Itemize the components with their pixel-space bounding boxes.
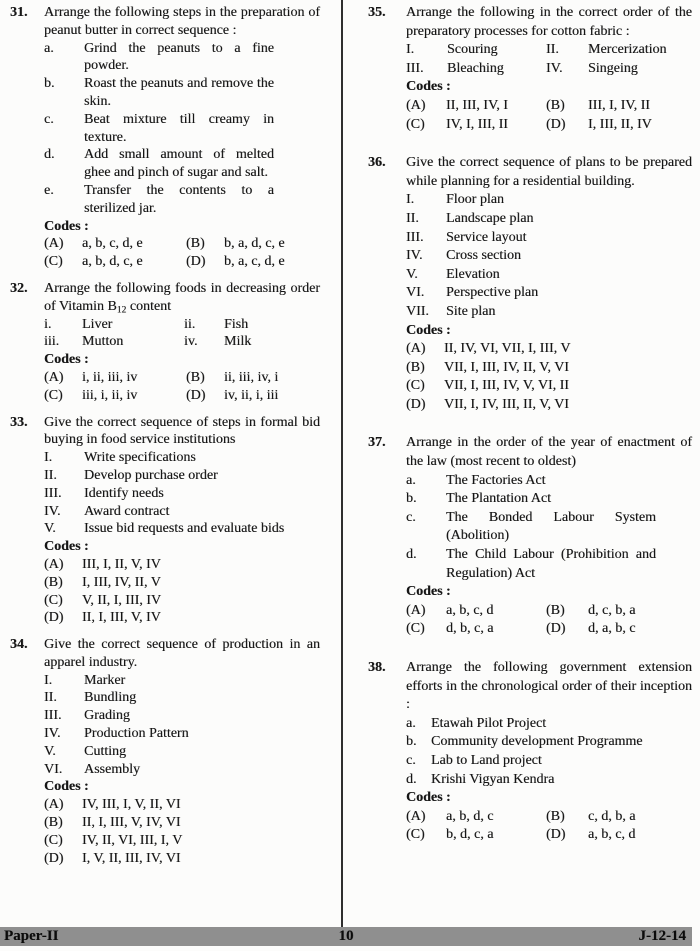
list-item: [406, 490, 692, 509]
item-label: IV.: [406, 248, 423, 264]
option-value: II, I, III, V, IV: [82, 610, 161, 626]
question-body: [44, 280, 332, 405]
item-text: Mutton: [82, 334, 124, 350]
question-31: [10, 4, 332, 271]
item-text: Liver: [82, 316, 113, 332]
item-label: III.: [44, 485, 62, 501]
option-value: II, III, IV, I: [446, 97, 508, 113]
question-text-part: content: [126, 298, 172, 314]
list-item: [44, 743, 320, 761]
option-label: (B): [44, 574, 63, 590]
item-label: I.: [406, 42, 415, 58]
question-35: [368, 4, 692, 134]
list-item: [44, 467, 320, 485]
option-label: (A): [44, 236, 64, 252]
options-row: [406, 602, 692, 621]
footer-paper-label: Paper-II: [4, 928, 59, 944]
item-label: i.: [44, 316, 52, 332]
question-text: Arrange the following steps in the preparation of peanut butter in correct sequence :: [44, 5, 320, 38]
left-column: [10, 4, 332, 876]
item-text: The Bonded Labour System (Abolition): [446, 509, 656, 544]
options-row: [44, 235, 320, 253]
item-text: Write specifications: [84, 450, 196, 466]
item-label: V.: [44, 521, 56, 537]
item-text: Landscape plan: [446, 210, 534, 226]
footer-bar: [0, 927, 692, 946]
option-value: a, b, d, c, e: [82, 254, 143, 270]
question-body: [44, 4, 332, 271]
item-text: Assembly: [84, 761, 140, 777]
question-number: 36.: [368, 155, 386, 171]
item-text: Roast the peanuts and remove the skin.: [84, 76, 274, 109]
item-text: Milk: [224, 334, 252, 350]
options-row: [44, 556, 320, 574]
option-value: a, b, c, d, e: [82, 236, 143, 252]
item-label: II.: [406, 210, 419, 226]
option-label: (B): [186, 236, 205, 252]
list-item: [406, 303, 692, 322]
option-value: VII, I, III, IV, V, VI, II: [444, 378, 569, 394]
option-value: IV, I, III, II: [446, 116, 508, 132]
footer-paper-code: J-12-14: [638, 928, 686, 944]
option-value: I, III, IV, II, V: [82, 574, 161, 590]
list-item: [44, 449, 320, 467]
item-text: Etawah Pilot Project: [431, 715, 547, 731]
option-label: (A): [406, 808, 426, 824]
item-label: VI.: [406, 285, 425, 301]
option-value: a, b, c, d: [588, 827, 636, 843]
item-text: Singeing: [588, 60, 638, 76]
item-text: Issue bid requests and evaluate bids: [84, 521, 285, 537]
item-text: Service layout: [446, 229, 527, 245]
option-label: (C): [44, 832, 63, 848]
options-row: [44, 814, 320, 832]
item-text: Beat mixture till creamy in texture.: [84, 111, 274, 145]
option-value: i, ii, iii, iv: [82, 369, 138, 385]
list-item: [406, 284, 692, 303]
list-item: [44, 725, 320, 743]
item-text: Mercerization: [588, 42, 667, 58]
item-label: a.: [406, 715, 416, 731]
option-label: (C): [406, 378, 425, 394]
question-body: [44, 414, 332, 628]
option-value: III, I, IV, II: [588, 97, 650, 113]
item-label: V.: [44, 743, 56, 759]
item-label: d.: [44, 147, 55, 163]
option-label: (C): [406, 827, 425, 843]
codes-label: Codes :: [406, 584, 451, 600]
codes-label: Codes :: [406, 322, 451, 338]
option-label: (B): [406, 359, 425, 375]
options-row: [406, 340, 692, 359]
item-label: iv.: [184, 334, 198, 350]
option-value: b, a, d, c, e: [224, 236, 285, 252]
option-value: c, d, b, a: [588, 808, 636, 824]
list-item: [44, 146, 320, 182]
options-row: [406, 377, 692, 396]
item-text: Bundling: [84, 690, 137, 706]
item-text: Floor plan: [446, 192, 504, 208]
option-label: (D): [546, 827, 566, 843]
question-body: [406, 154, 692, 414]
item-text: Elevation: [446, 266, 500, 282]
item-label: ii.: [184, 316, 196, 332]
options-row: [406, 359, 692, 378]
option-value: VII, I, III, IV, II, V, VI: [444, 359, 569, 375]
question-36: [368, 154, 692, 414]
item-text: Cross section: [446, 248, 522, 264]
item-label: d.: [406, 547, 417, 563]
question-text: Arrange the following in the correct order of the preparatory processes for cotton fabric :: [406, 5, 692, 39]
options-row: [406, 826, 692, 845]
option-value: I, V, II, III, IV, VI: [82, 850, 181, 866]
item-text: Lab to Land project: [431, 752, 542, 768]
item-text: Fish: [224, 316, 249, 332]
item-label: e.: [44, 182, 54, 198]
option-label: (A): [406, 341, 426, 357]
item-label: IV.: [546, 60, 563, 76]
item-text: Krishi Vigyan Kendra: [431, 771, 555, 787]
list-item: [44, 672, 320, 690]
option-label: (D): [546, 116, 566, 132]
option-label: (D): [44, 850, 64, 866]
option-value: d, b, c, a: [446, 621, 494, 637]
codes-label: Codes :: [44, 779, 89, 795]
question-text: Arrange in the order of the year of enactment of the law (most recent to oldest): [406, 435, 692, 470]
question-body: [406, 4, 692, 134]
option-value: II, IV, VI, VII, I, III, V: [444, 341, 571, 357]
options-row: [44, 253, 320, 271]
list-item: [44, 707, 320, 725]
item-label: b.: [406, 491, 417, 507]
list-item: [44, 182, 320, 218]
question-text: Give the correct sequence of production in an apparel industry.: [44, 637, 320, 670]
option-value: b, d, c, a: [446, 827, 494, 843]
item-text: Bleaching: [447, 60, 504, 76]
item-text: Community development Programme: [431, 734, 643, 750]
item-label: II.: [44, 690, 57, 706]
column-divider: [341, 0, 343, 927]
items-row: [406, 60, 692, 79]
option-label: (D): [186, 254, 206, 270]
item-label: I.: [406, 192, 415, 208]
question-number: 35.: [368, 5, 386, 20]
option-label: (C): [44, 387, 63, 403]
list-item: [406, 715, 692, 734]
list-item: [406, 733, 692, 752]
options-row: [44, 609, 320, 627]
question-text: Give the correct sequence of steps in formal bid buying in food service institutions: [44, 414, 320, 448]
item-label: III.: [406, 229, 424, 245]
option-value: II, I, III, V, IV, VI: [82, 815, 181, 831]
option-label: (A): [44, 797, 64, 813]
item-text: Identify needs: [84, 485, 164, 501]
option-label: (D): [186, 387, 206, 403]
right-column: [332, 4, 692, 876]
option-value: I, III, II, IV: [588, 116, 652, 132]
item-label: c.: [406, 509, 416, 525]
question-text: [44, 280, 320, 316]
list-item: [44, 485, 320, 503]
list-item: [44, 689, 320, 707]
option-value: iii, i, ii, iv: [82, 387, 138, 403]
item-label: II.: [44, 467, 57, 483]
option-label: (D): [44, 610, 64, 626]
item-text: Develop purchase order: [84, 467, 218, 483]
item-label: IV.: [44, 726, 61, 742]
codes-label: Codes :: [44, 352, 89, 368]
list-item: [406, 210, 692, 229]
list-item: [44, 75, 320, 111]
options-row: [44, 574, 320, 592]
option-value: b, a, c, d, e: [224, 254, 285, 270]
subscript-12: 12: [116, 305, 127, 316]
list-item: [406, 546, 692, 583]
item-text: Site plan: [446, 303, 496, 319]
options-row: [44, 850, 320, 868]
item-text: Perspective plan: [446, 285, 539, 301]
option-value: d, c, b, a: [588, 602, 636, 618]
item-text: Marker: [84, 672, 126, 688]
question-number: 32.: [10, 280, 28, 296]
question-text: Arrange the following government extension efforts in the chronological order of their inception :: [406, 660, 692, 713]
item-label: III.: [44, 708, 62, 724]
option-value: iv, ii, i, iii: [224, 387, 279, 403]
item-label: VII.: [406, 303, 429, 319]
question-text: Give the correct sequence of plans to be prepared while planning for a residential building.: [406, 155, 692, 189]
option-label: (B): [44, 815, 63, 831]
question-body: [44, 636, 332, 867]
question-38: [368, 659, 692, 845]
item-text: Transfer the contents to a sterilized jar.: [84, 182, 274, 216]
item-label: a.: [406, 472, 416, 488]
item-text: Award contract: [84, 503, 170, 519]
option-value: a, b, c, d: [446, 602, 494, 618]
options-row: [44, 387, 320, 405]
item-text: The Plantation Act: [446, 491, 551, 507]
items-row: [406, 41, 692, 60]
option-label: (A): [406, 97, 426, 113]
item-label: a.: [44, 40, 54, 56]
item-text: The Child Labour (Prohibition and Regulation) Act: [446, 547, 656, 581]
question-body: [406, 659, 692, 845]
items-row: [44, 316, 320, 334]
item-text: Scouring: [447, 42, 498, 58]
item-text: Grading: [84, 708, 130, 724]
options-row: [406, 620, 692, 639]
option-value: ii, iii, iv, i: [224, 369, 279, 385]
item-label: b.: [406, 734, 417, 750]
options-row: [44, 592, 320, 610]
list-item: [406, 229, 692, 248]
items-row: [44, 333, 320, 351]
item-text: Grind the peanuts to a fine powder.: [84, 40, 274, 74]
item-label: c.: [44, 111, 54, 127]
option-label: (B): [546, 808, 565, 824]
item-label: III.: [406, 60, 424, 76]
item-label: iii.: [44, 334, 60, 350]
option-value: III, I, II, V, IV: [82, 556, 161, 572]
item-label: c.: [406, 752, 416, 768]
question-34: [10, 636, 332, 867]
option-label: (B): [546, 97, 565, 113]
list-item: [406, 752, 692, 771]
question-number: 31.: [10, 5, 28, 20]
question-text-part: Arrange the following foods in decreasing order of Vitamin B: [44, 280, 320, 314]
option-value: d, a, b, c: [588, 621, 636, 637]
item-label: V.: [406, 266, 418, 282]
question-number: 34.: [10, 637, 28, 653]
options-row: [44, 796, 320, 814]
option-value: IV, II, VI, III, I, V: [82, 832, 183, 848]
options-row: [406, 116, 692, 135]
item-label: I.: [44, 450, 53, 466]
option-label: (C): [44, 592, 63, 608]
question-number: 38.: [368, 660, 386, 675]
option-label: (A): [406, 602, 426, 618]
list-item: [44, 503, 320, 521]
item-label: VI.: [44, 761, 63, 777]
question-number: 37.: [368, 435, 386, 451]
list-item: [406, 191, 692, 210]
options-row: [44, 369, 320, 387]
list-item: [44, 40, 320, 76]
option-value: a, b, d, c: [446, 808, 494, 824]
item-text: The Factories Act: [446, 472, 546, 488]
list-item: [406, 247, 692, 266]
codes-label: Codes :: [44, 539, 89, 555]
option-label: (D): [546, 621, 566, 637]
footer-page-number: 10: [338, 928, 354, 944]
question-33: [10, 414, 332, 628]
option-label: (A): [44, 556, 64, 572]
question-body: [406, 434, 692, 639]
item-text: Production Pattern: [84, 726, 189, 742]
list-item: [406, 509, 692, 546]
item-label: II.: [546, 42, 559, 58]
list-item: [44, 761, 320, 779]
option-value: IV, III, I, V, II, VI: [82, 797, 181, 813]
option-label: (A): [44, 369, 64, 385]
option-label: (D): [406, 396, 426, 412]
question-37: [368, 434, 692, 639]
option-label: (C): [406, 116, 425, 132]
option-label: (C): [406, 621, 425, 637]
list-item: [44, 111, 320, 147]
question-number: 33.: [10, 414, 28, 430]
codes-label: Codes :: [44, 218, 89, 234]
item-label: I.: [44, 672, 53, 688]
item-label: b.: [44, 76, 55, 92]
item-text: Add small amount of melted ghee and pinch of sugar and salt.: [84, 147, 274, 181]
item-label: d.: [406, 771, 417, 787]
list-item: [406, 771, 692, 790]
option-label: (C): [44, 254, 63, 270]
list-item: [406, 266, 692, 285]
option-value: VII, I, IV, III, II, V, VI: [444, 396, 569, 412]
option-value: V, II, I, III, IV: [82, 592, 162, 608]
options-row: [406, 396, 692, 415]
item-text: Cutting: [84, 743, 127, 759]
options-row: [44, 832, 320, 850]
options-row: [406, 97, 692, 116]
option-label: (B): [546, 602, 565, 618]
codes-label: Codes :: [406, 790, 451, 806]
codes-label: Codes :: [406, 79, 451, 95]
option-label: (B): [186, 369, 205, 385]
item-label: IV.: [44, 503, 61, 519]
question-32: [10, 280, 332, 405]
list-item: [406, 472, 692, 491]
list-item: [44, 520, 320, 538]
options-row: [406, 808, 692, 827]
